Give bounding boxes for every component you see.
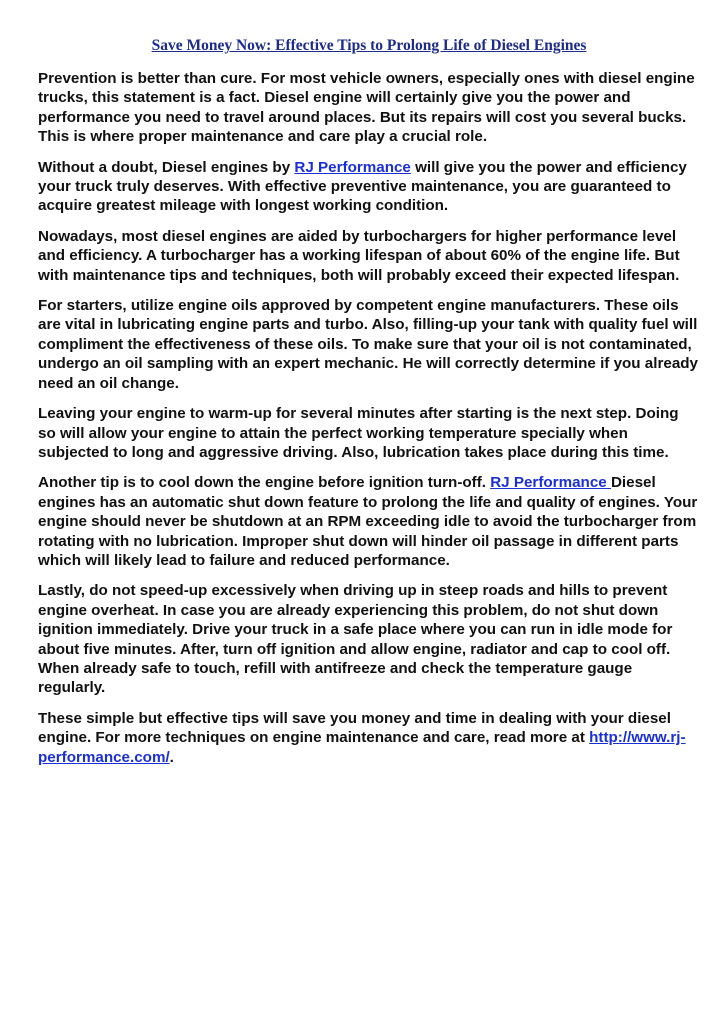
paragraph-turbochargers: Nowadays, most diesel engines are aided by turbochargers for higher performance level and efficiency. A turbocharger has a working lifespan of about 60% of the engine life. But with maintenance tips and techniques, both will probably exceed their expected lifespan. xyxy=(38,227,680,284)
paragraph-cool-down xyxy=(38,473,700,570)
paragraph-rj-performance-intro xyxy=(38,158,700,216)
rj-performance-link[interactable]: RJ Performance xyxy=(490,474,611,492)
paragraph-text: Another tip is to cool down the engine before ignition turn-off. xyxy=(38,474,491,492)
paragraph-engine-oils: For starters, utilize engine oils approved by competent engine manufacturers. These oils are vital in lubricating engine parts and turbo. Also, filling-up your tank with quality fuel will compliment the effectiveness of these oils. To make sure that your oil is not contaminated, undergo an oil sampling with an expert mechanic. He will correctly determine if you already need an oil change. xyxy=(38,297,698,392)
paragraph-overheat: Lastly, do not speed-up excessively when driving up in steep roads and hills to prevent engine overheat. In case you are already experiencing this problem, do not shut down ignition immediately. Drive your truck in a safe place where you can run in idle mode for about five minutes. After, turn off ignition and allow engine, radiator and cap to cool off. When already safe to touch, refill with antifreeze and check the temperature gauge regularly. xyxy=(38,582,673,697)
paragraph-text: Diesel engines has an automatic shut down feature to prolong the life and quality of engines. Your engine should never be shutdown at an RPM exceeding idle to avoid the turbocharger from rotating with no lubrication. Improper shut down will hinder oil passage in different parts which will likely lead to failure and reduced performance. xyxy=(38,474,698,569)
paragraph-text: Without a doubt, Diesel engines by xyxy=(38,158,295,176)
paragraph-conclusion xyxy=(38,709,700,767)
document-title: Save Money Now: Effective Tips to Prolong Life of Diesel Engines xyxy=(151,37,587,54)
document-page xyxy=(38,36,700,778)
paragraph-prevention: Prevention is better than cure. For most vehicle owners, especially ones with diesel engine trucks, this statement is a fact. Diesel engine will certainly give you the power and performance you need to travel around places. But its repairs will cost you several bucks. This is where proper maintenance and care play a crucial role. xyxy=(38,70,695,146)
paragraph-warm-up: Leaving your engine to warm-up for several minutes after starting is the next step. Doing so will allow your engine to attain the perfect working temperature specially when subjected to long and aggressive driving. Also, lubrication takes place during this time. xyxy=(38,405,679,461)
website-link[interactable]: http://www.rj-performance.com/ xyxy=(38,729,686,766)
paragraph-text: These simple but effective tips will save you money and time in dealing with your diesel engine. For more techniques on engine maintenance and care, read more at xyxy=(38,709,671,747)
paragraph-text: . xyxy=(169,748,174,766)
rj-performance-link[interactable]: RJ Performance xyxy=(294,158,411,176)
paragraph-text: will give you the power and efficiency your truck truly deserves. With effective preventive maintenance, you are guaranteed to acquire greatest mileage with longest working condition. xyxy=(38,158,687,215)
